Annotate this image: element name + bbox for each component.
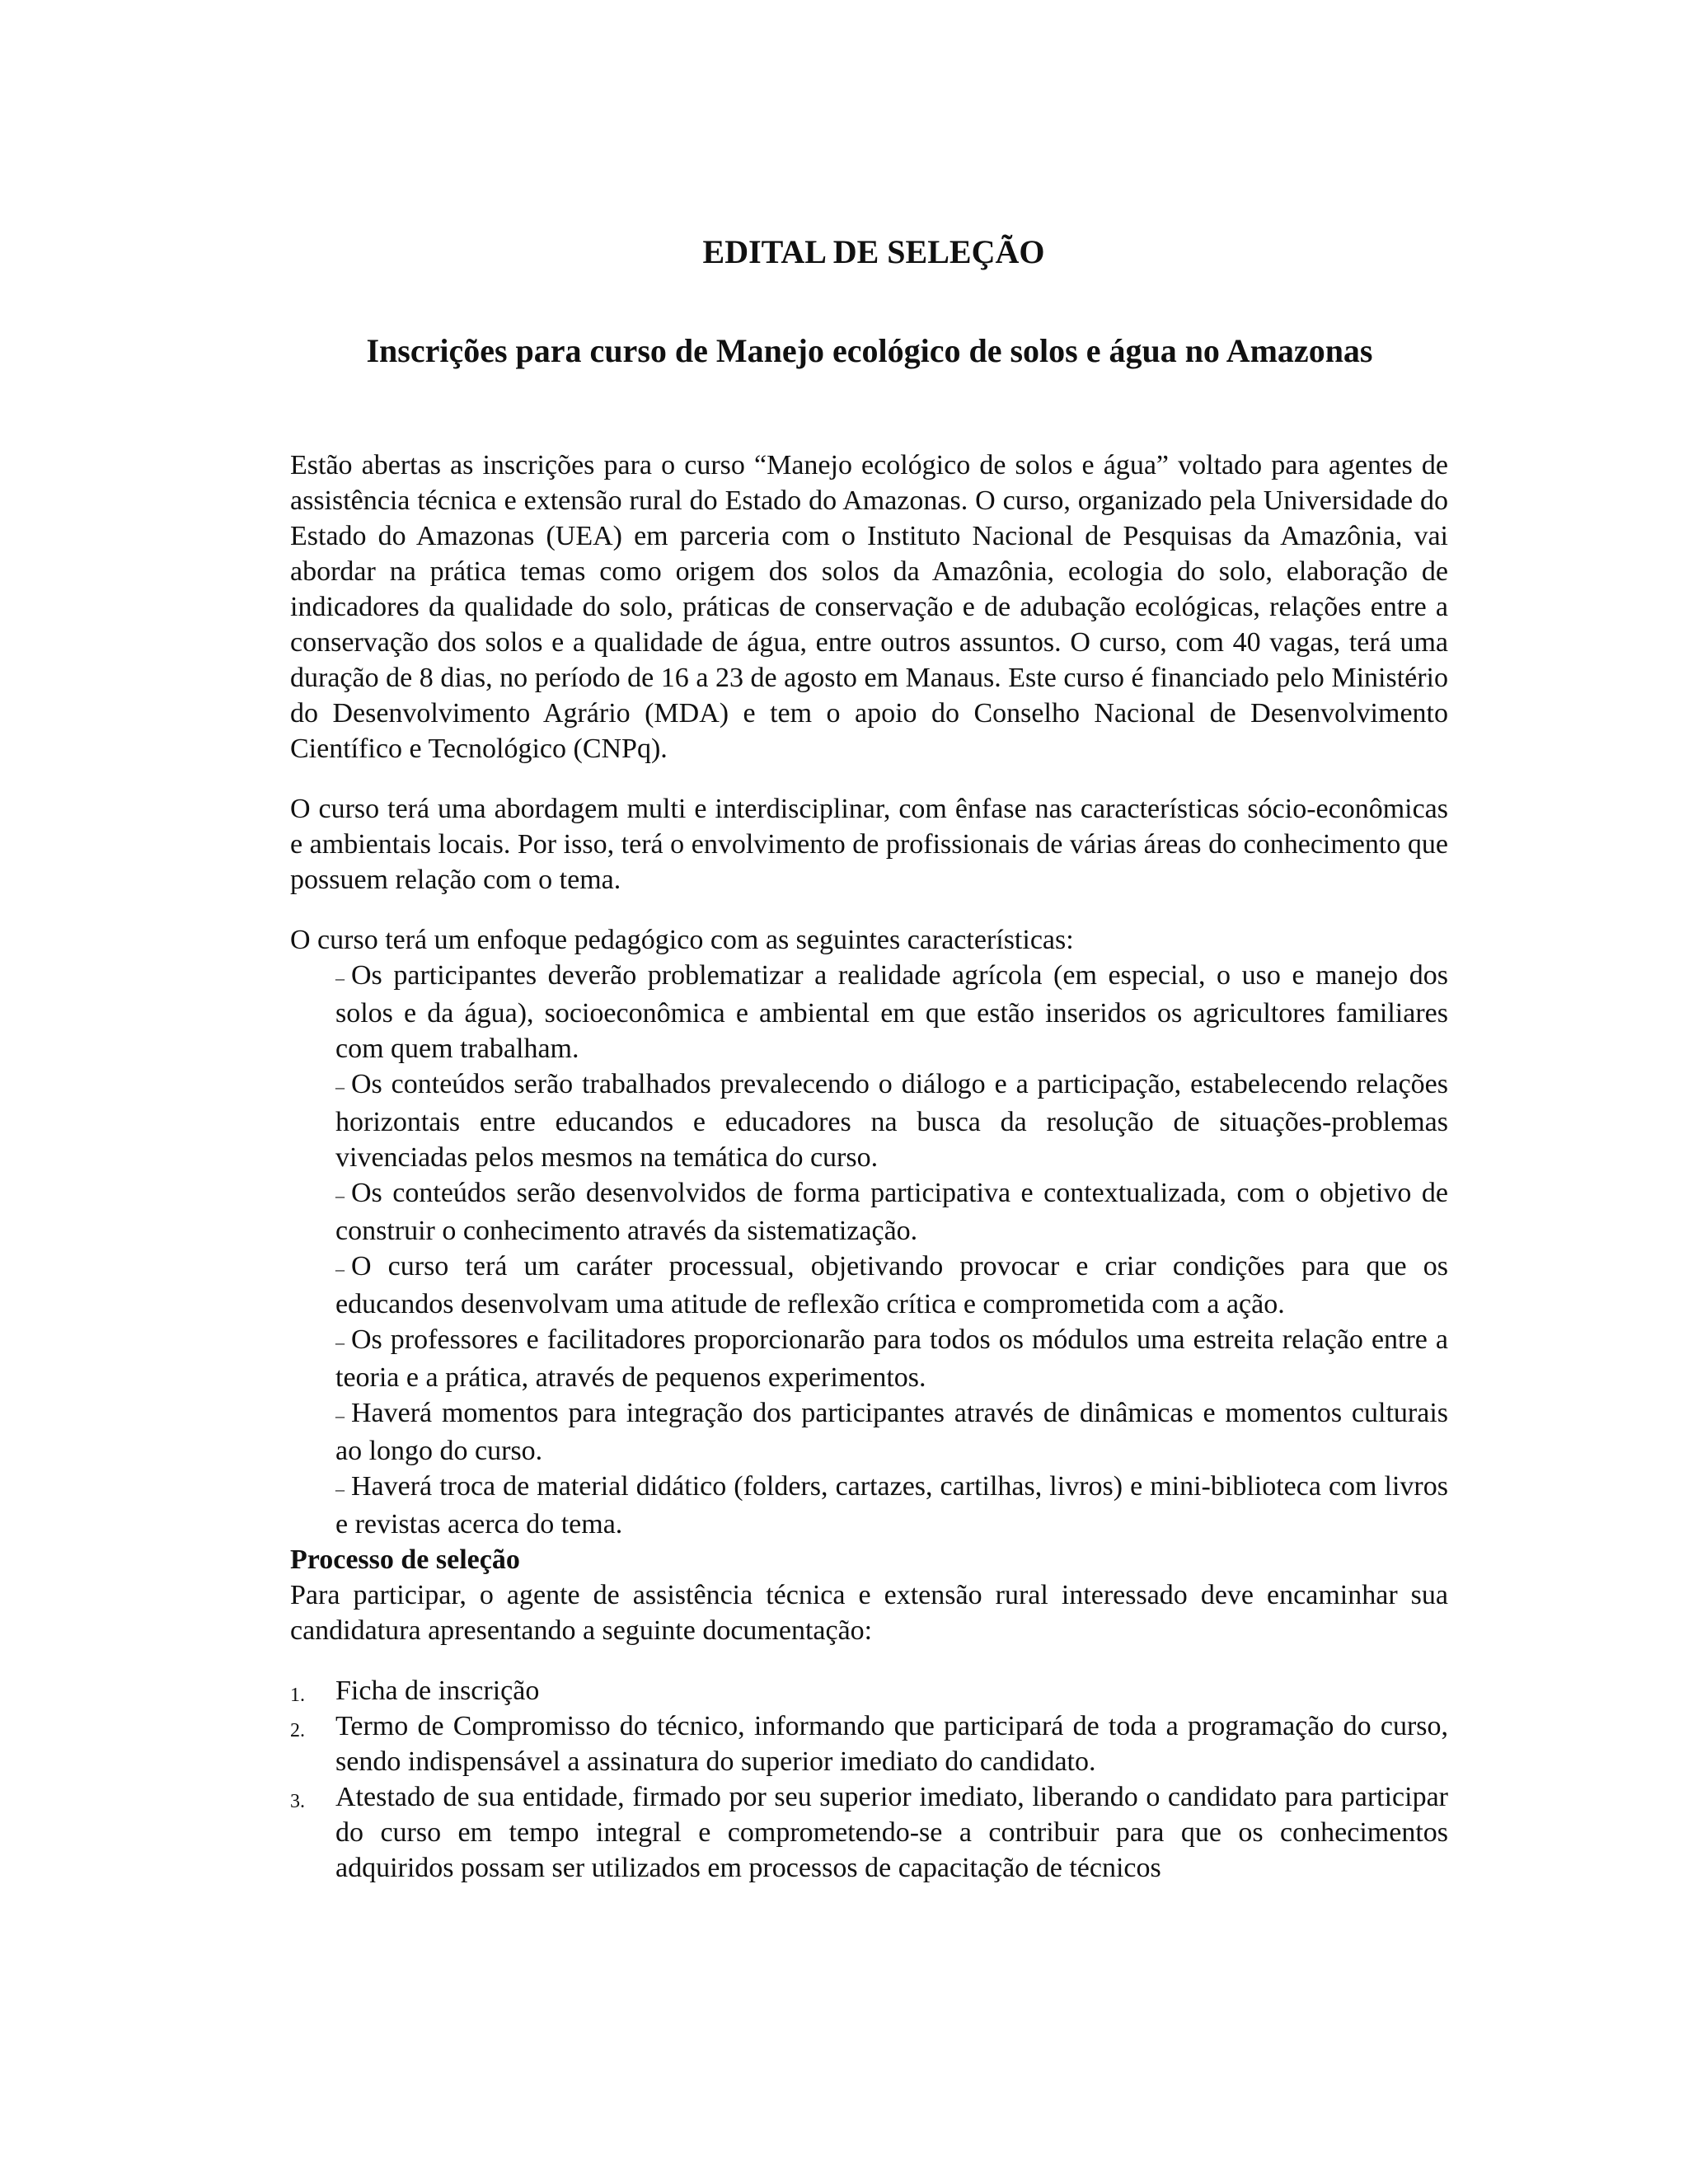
documents-list xyxy=(290,1673,1448,1886)
selection-heading: Processo de seleção xyxy=(290,1544,520,1575)
intro-paragraph: Estão abertas as inscrições para o curso “Manejo ecológico de solos e água” voltado para agentes de assistência técnica e extensão rural do Estado do Amazonas. O curso, organizado pela Universidade do Estado do Amazonas (UEA) em parceria com o Instituto Nacional de Pesquisas da Amazônia, vai abordar na prática temas como origem dos solos da Amazônia, ecologia do solo, elaboração de indicadores da qualidade do solo, práticas de conservação e de adubação ecológicas, relações entre a conservação dos solos e a qualidade de água, entre outros assuntos. O curso, com 40 vagas, terá uma duração de 8 dias, no período de 16 a 23 de agosto em Manaus. Este curso é financiado pelo Ministério do Desenvolvimento Agrário (MDA) e tem o apoio do Conselho Nacional de Desenvolvimento Científico e Tecnológico (CNPq). xyxy=(290,450,1448,764)
characteristics-list xyxy=(290,958,1448,1542)
list-number: 2. xyxy=(290,1720,305,1741)
list-item xyxy=(335,958,1448,1066)
pedagogy-paragraph: O curso terá um enfoque pedagógico com as seguintes características: xyxy=(290,925,1074,955)
dash-bullet: – xyxy=(335,1185,345,1206)
dash-bullet: – xyxy=(335,1479,345,1499)
list-number: 3. xyxy=(290,1791,305,1812)
document-title: EDITAL DE SELEÇÃO xyxy=(702,233,1045,270)
list-item xyxy=(335,1249,1448,1322)
dash-bullet: – xyxy=(335,1258,345,1279)
list-item-text: Os professores e facilitadores proporcionarão para todos os módulos uma estreita relação entre a teoria e a prática, através de pequenos experimentos. xyxy=(335,1324,1448,1393)
list-item-text: Haverá troca de material didático (folders, cartazes, cartilhas, livros) e mini-biblioteca com livros e revistas acerca do tema. xyxy=(335,1471,1448,1540)
dash-bullet: – xyxy=(335,1076,345,1097)
list-item xyxy=(290,1779,1448,1886)
list-item-text: Os conteúdos serão desenvolvidos de forma participativa e contextualizada, com o objetivo de construir o conhecimento através da sistematização. xyxy=(335,1178,1448,1246)
dash-bullet: – xyxy=(335,1332,345,1352)
list-number: 1. xyxy=(290,1685,305,1706)
document-subtitle: Inscrições para curso de Manejo ecológico de solos e água no Amazonas xyxy=(366,332,1373,369)
list-item xyxy=(290,1673,1448,1708)
list-item-text: Os participantes deverão problematizar a realidade agrícola (em especial, o uso e manejo dos solos e da água), socioeconômica e ambiental em que estão inseridos os agricultores familiares com quem trabalham. xyxy=(335,960,1448,1064)
document-body xyxy=(290,448,1448,1886)
list-item-text: Atestado de sua entidade, firmado por seu superior imediato, liberando o candidato para participar do curso em tempo integral e comprometendo-se a contribuir para que os conhecimentos adquiridos possam ser utilizados em processos de capacitação de técnicos xyxy=(335,1782,1448,1883)
list-item xyxy=(335,1469,1448,1542)
dash-bullet: – xyxy=(335,1405,345,1426)
selection-intro: Para participar, o agente de assistência técnica e extensão rural interessado deve encaminhar sua candidatura apresentando a seguinte documentação: xyxy=(290,1580,1448,1646)
list-item-text: O curso terá um caráter processual, objetivando provocar e criar condições para que os educandos desenvolvam uma atitude de reflexão crítica e comprometida com a ação. xyxy=(335,1251,1448,1319)
list-item xyxy=(335,1395,1448,1469)
approach-paragraph: O curso terá uma abordagem multi e interdisciplinar, com ênfase nas características sócio-econômicas e ambientais locais. Por isso, terá o envolvimento de profissionais de várias áreas do conhecimento que possuem relação com o tema. xyxy=(290,794,1448,895)
list-item-text: Haverá momentos para integração dos participantes através de dinâmicas e momentos culturais ao longo do curso. xyxy=(335,1398,1448,1466)
list-item-text: Ficha de inscrição xyxy=(335,1675,540,1706)
list-item-text: Os conteúdos serão trabalhados prevalecendo o diálogo e a participação, estabelecendo relações horizontais entre educandos e educadores na busca da resolução de situações-problemas vivenciadas pelos mesmos na temática do curso. xyxy=(335,1069,1448,1173)
dash-bullet: – xyxy=(335,968,345,988)
list-item xyxy=(335,1175,1448,1249)
list-item-text: Termo de Compromisso do técnico, informando que participará de toda a programação do curso, sendo indispensável a assinatura do superior imediato do candidato. xyxy=(335,1711,1448,1777)
list-item xyxy=(335,1066,1448,1175)
list-item xyxy=(290,1708,1448,1779)
list-item xyxy=(335,1322,1448,1395)
